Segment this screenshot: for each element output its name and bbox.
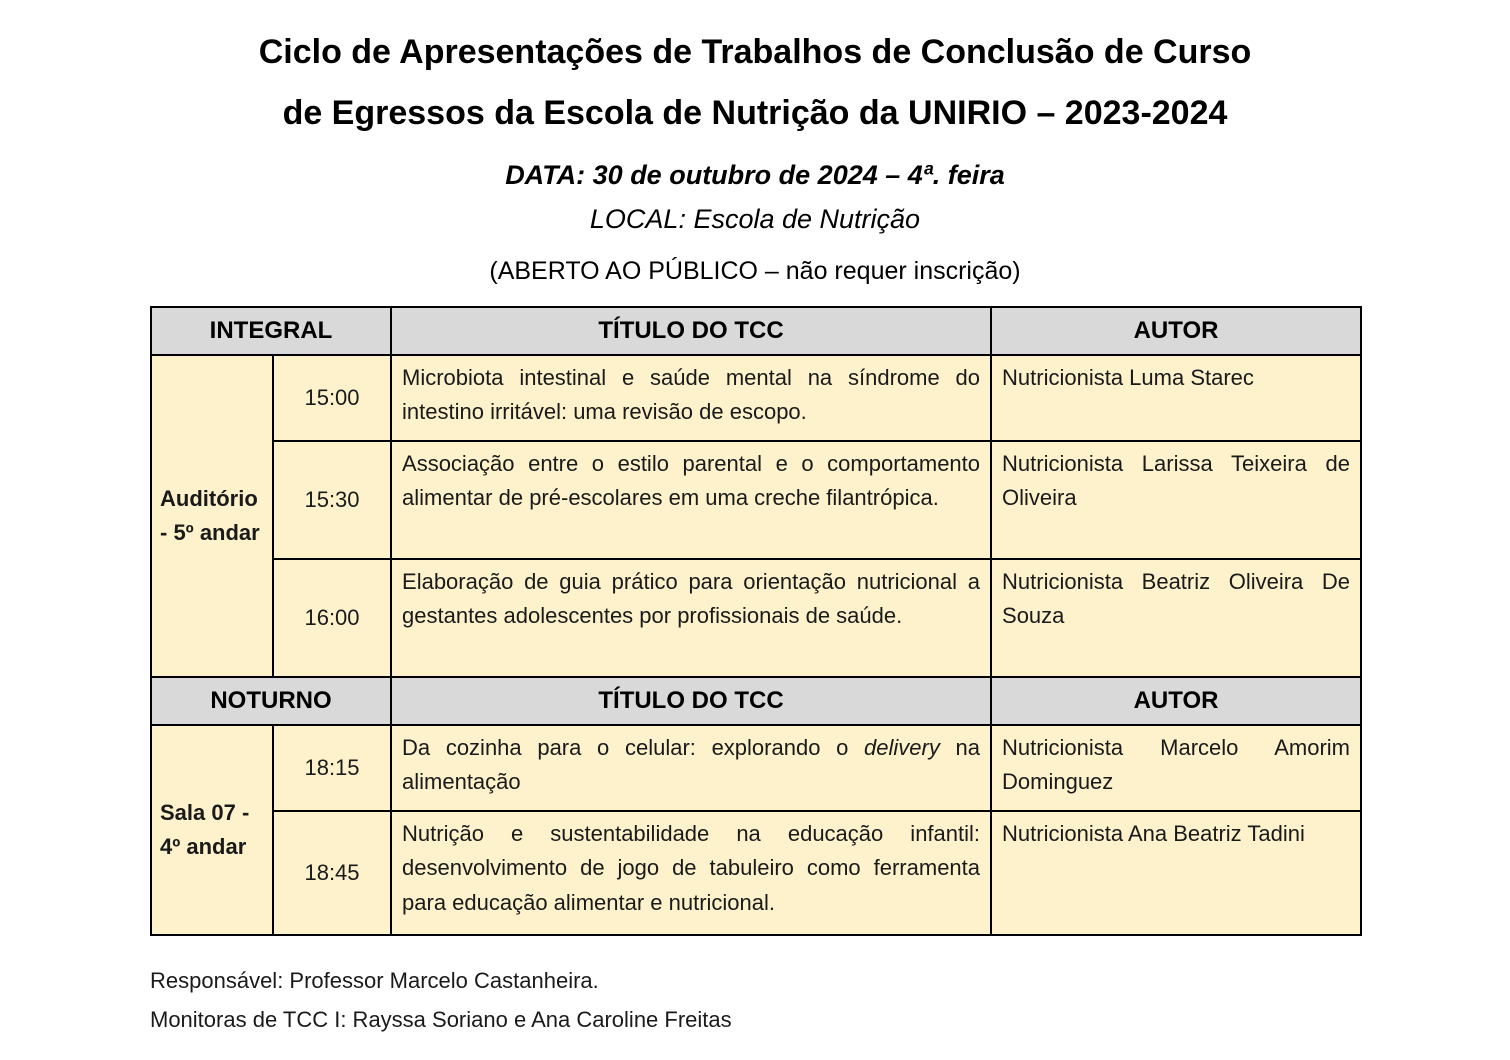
public-note: (ABERTO AO PÚBLICO – não requer inscrição) <box>489 257 1021 286</box>
page-title-line2: de Egressos da Escola de Nutrição da UNIRIO – 2023-2024 <box>282 94 1228 133</box>
location-line1: Auditório <box>160 486 258 512</box>
tcc-title-text: na alimentação <box>402 735 980 795</box>
table-row <box>151 725 1361 811</box>
tcc-title-cell <box>391 725 991 811</box>
page-title <box>150 22 1360 144</box>
location-line1: Sala 07 - <box>160 800 250 826</box>
tcc-title-cell: Nutrição e sustentabilidade na educação infantil: desenvolvimento de jogo de tabuleiro como ferramenta para educação alimentar e nutricional. <box>391 811 991 935</box>
date-line: DATA: 30 de outubro de 2024 – 4ª. feira <box>505 160 1005 191</box>
time-cell: 18:45 <box>273 811 391 935</box>
author-cell: Nutricionista Beatriz Oliveira De Souza <box>991 559 1361 677</box>
location-line2: 4º andar <box>160 834 247 860</box>
tcc-title-italic-word: delivery <box>864 735 940 761</box>
page-title-line1: Ciclo de Apresentações de Trabalhos de Conclusão de Curso <box>258 33 1252 71</box>
integral-header-row <box>151 307 1361 355</box>
author-cell: Nutricionista Larissa Teixeira de Oliveira <box>991 441 1361 559</box>
period-header-noturno: NOTURNO <box>151 677 391 725</box>
tcc-title-cell: Microbiota intestinal e saúde mental na síndrome do intestino irritável: uma revisão de escopo. <box>391 355 991 441</box>
tcc-title-cell: Associação entre o estilo parental e o comportamento alimentar de pré-escolares em uma creche filantrópica. <box>391 441 991 559</box>
period-header-integral: INTEGRAL <box>151 307 391 355</box>
table-row <box>151 811 1361 935</box>
time-cell: 18:15 <box>273 725 391 811</box>
author-cell: Nutricionista Luma Starec <box>991 355 1361 441</box>
location-line: LOCAL: Escola de Nutrição <box>589 204 921 235</box>
author-cell: Nutricionista Marcelo Amorim Dominguez <box>991 725 1361 811</box>
author-cell: Nutricionista Ana Beatriz Tadini <box>991 811 1361 935</box>
noturno-header-row <box>151 677 1361 725</box>
time-cell: 15:30 <box>273 441 391 559</box>
responsible-line: Responsável: Professor Marcelo Castanheira. <box>150 968 599 994</box>
tcc-title-cell: Elaboração de guia prático para orientação nutricional a gestantes adolescentes por profissionais de saúde. <box>391 559 991 677</box>
time-cell: 16:00 <box>273 559 391 677</box>
author-column-header: AUTOR <box>991 307 1361 355</box>
footer <box>150 968 1360 1033</box>
location-cell-sala07 <box>151 725 273 935</box>
location-cell-auditorio <box>151 355 273 677</box>
schedule-table <box>150 306 1362 936</box>
monitors-line: Monitoras de TCC I: Rayssa Soriano e Ana Caroline Freitas <box>150 1007 732 1033</box>
author-column-header: AUTOR <box>991 677 1361 725</box>
table-row <box>151 559 1361 677</box>
location-line2: - 5º andar <box>160 520 260 546</box>
title-column-header: TÍTULO DO TCC <box>391 307 991 355</box>
tcc-title-text: Da cozinha para o celular: explorando o <box>402 735 865 761</box>
document-page <box>150 0 1360 1033</box>
title-column-header: TÍTULO DO TCC <box>391 677 991 725</box>
table-row <box>151 441 1361 559</box>
table-row <box>151 355 1361 441</box>
time-cell: 15:00 <box>273 355 391 441</box>
